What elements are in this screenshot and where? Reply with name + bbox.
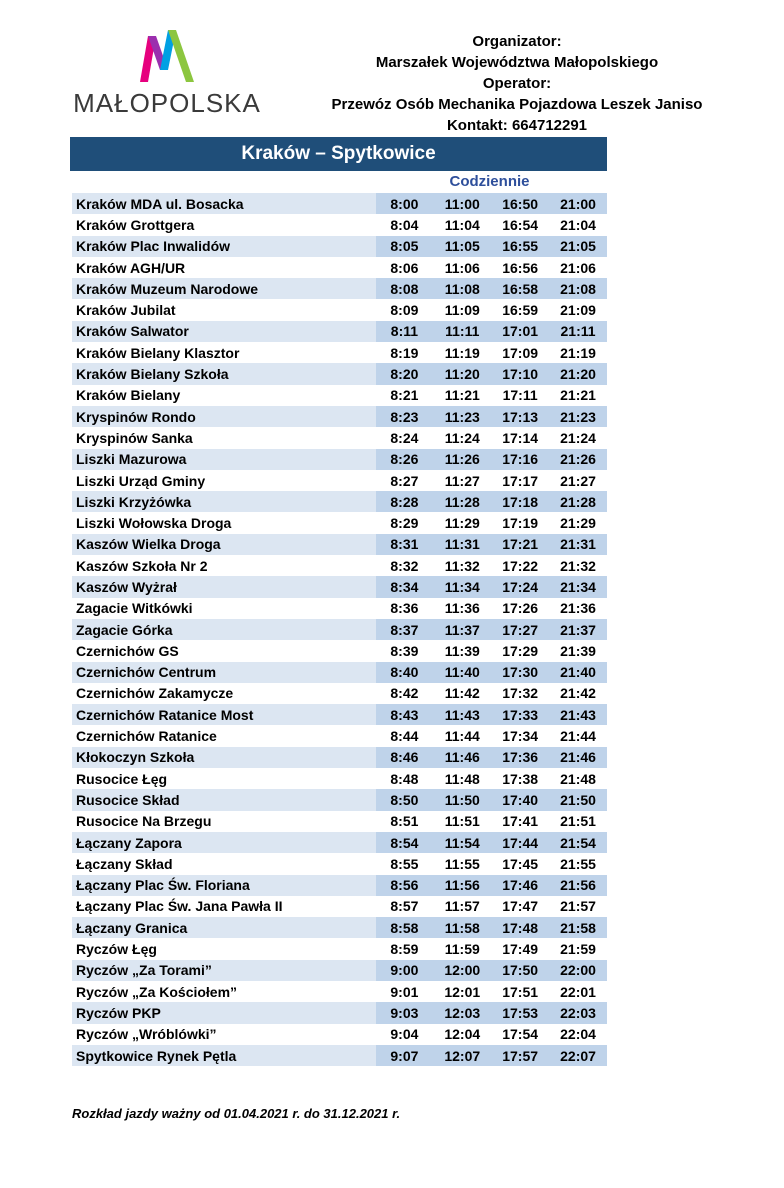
departure-time: 8:19 (390, 344, 419, 361)
departure-time: 17:24 (491, 576, 549, 597)
stop-name: Liszki Mazurowa (72, 449, 376, 470)
stop-name: Kraków Salwator (72, 321, 376, 342)
table-row (72, 321, 607, 342)
departure-time: 12:04 (444, 1026, 481, 1043)
table-row (72, 917, 607, 938)
stop-name: Kraków MDA ul. Bosacka (72, 193, 376, 214)
table-row (72, 449, 607, 470)
table-row (72, 1002, 607, 1023)
departure-time: 11:00 (433, 193, 491, 214)
departure-time: 8:27 (390, 472, 419, 489)
departure-time: 21:54 (549, 832, 607, 853)
stop-name: Kaszów Wielka Droga (72, 534, 376, 555)
departure-time: 8:08 (376, 278, 434, 299)
malopolska-logo (72, 26, 262, 122)
departure-time: 11:34 (433, 576, 491, 597)
schedule-label: Codziennie (449, 173, 530, 190)
departure-time: 11:59 (444, 941, 480, 958)
table-row (72, 832, 607, 853)
route-title: Kraków – Spytkowice (70, 137, 607, 171)
departure-time: 11:55 (444, 855, 480, 872)
table-row (72, 619, 607, 640)
stop-name: Kraków Grottgera (76, 216, 195, 233)
stop-name: Ryczów „Za Kościołem” (76, 983, 238, 1000)
departure-time: 21:50 (549, 789, 607, 810)
stop-name: Kryspinów Rondo (72, 406, 376, 427)
stop-name: Liszki Urząd Gminy (76, 472, 206, 489)
stop-name: Spytkowice Rynek Pętla (72, 1045, 376, 1066)
departure-time: 11:39 (444, 642, 480, 659)
departure-time: 8:29 (390, 515, 419, 532)
departure-time: 17:46 (491, 875, 549, 896)
table-row (72, 491, 607, 512)
departure-time: 21:58 (549, 917, 607, 938)
stop-name: Czernichów Ratanice Most (72, 704, 376, 725)
stop-name: Ryczów Łęg (76, 941, 157, 958)
departure-time: 11:31 (433, 534, 491, 555)
departure-time: 8:04 (390, 216, 419, 233)
departure-time: 22:00 (549, 960, 607, 981)
departure-time: 21:34 (549, 576, 607, 597)
departure-time: 17:18 (491, 491, 549, 512)
departure-time: 8:37 (376, 619, 434, 640)
stop-name: Kraków Plac Inwalidów (72, 236, 376, 257)
table-row (72, 853, 607, 874)
departure-time: 12:00 (433, 960, 491, 981)
departure-time: 8:59 (390, 941, 419, 958)
stop-name: Liszki Wołowska Droga (76, 515, 232, 532)
departure-time: 8:34 (376, 576, 434, 597)
table-row (72, 257, 607, 278)
timetable (72, 193, 607, 1066)
departure-time: 8:00 (376, 193, 434, 214)
table-row (72, 363, 607, 384)
departure-time: 8:26 (376, 449, 434, 470)
departure-time: 8:20 (376, 363, 434, 384)
operator-name: Przewóz Osób Mechanika Pojazdowa Leszek Janiso (331, 96, 703, 113)
departure-time: 16:55 (491, 236, 549, 257)
departure-time: 11:05 (433, 236, 491, 257)
departure-time: 17:47 (502, 898, 539, 915)
stop-name: Czernichów Ratanice (76, 728, 217, 745)
departure-time: 8:46 (376, 747, 434, 768)
departure-time: 11:21 (444, 387, 480, 404)
departure-time: 17:10 (491, 363, 549, 384)
departure-time: 11:27 (444, 472, 480, 489)
table-row (72, 406, 607, 427)
departure-time: 21:32 (560, 557, 596, 574)
stop-name: Rusocice Łęg (76, 770, 168, 787)
departure-time: 8:24 (390, 429, 419, 446)
table-row (72, 278, 607, 299)
stop-name: Kraków Muzeum Narodowe (72, 278, 376, 299)
stop-name: Kłokoczyn Szkoła (72, 747, 376, 768)
departure-time: 21:09 (560, 302, 596, 319)
departure-time: 12:01 (444, 983, 481, 1000)
stop-name: Zagacie Górka (72, 619, 376, 640)
departure-time: 21:21 (560, 387, 596, 404)
departure-time: 8:39 (390, 642, 419, 659)
departure-time: 12:07 (433, 1045, 491, 1066)
departure-time: 8:36 (390, 600, 419, 617)
stop-name: Rusocice Na Brzegu (76, 813, 212, 830)
table-row (72, 193, 607, 214)
departure-time: 11:20 (433, 363, 491, 384)
departure-time: 11:24 (444, 429, 480, 446)
stop-name: Kryspinów Sanka (76, 429, 193, 446)
stop-name: Kraków Bielany Szkoła (72, 363, 376, 384)
table-row (72, 385, 607, 406)
departure-time: 17:22 (502, 557, 539, 574)
stop-name: Rusocice Skład (72, 789, 376, 810)
departure-time: 8:40 (376, 662, 434, 683)
departure-time: 9:04 (390, 1026, 419, 1043)
departure-time: 21:23 (549, 406, 607, 427)
departure-time: 17:54 (502, 1026, 539, 1043)
departure-time: 8:42 (390, 685, 419, 702)
departure-time: 21:29 (560, 515, 596, 532)
departure-time: 21:26 (549, 449, 607, 470)
departure-time: 16:58 (491, 278, 549, 299)
table-row (72, 342, 607, 363)
departure-time: 21:11 (549, 321, 607, 342)
departure-time: 17:32 (502, 685, 539, 702)
departure-time: 17:34 (502, 728, 539, 745)
departure-time: 11:42 (444, 685, 480, 702)
table-row (72, 299, 607, 320)
departure-time: 16:54 (502, 216, 539, 233)
table-row (72, 896, 607, 917)
stop-name: Czernichów Centrum (72, 662, 376, 683)
validity-note: Rozkład jazdy ważny od 01.04.2021 r. do 31.12.2021 r. (72, 1106, 401, 1121)
departure-time: 17:51 (502, 983, 539, 1000)
stop-name: Łączany Zapora (72, 832, 376, 853)
table-row (72, 512, 607, 533)
table-row (72, 576, 607, 597)
stop-name: Ryczów PKP (72, 1002, 376, 1023)
departure-time: 21:06 (560, 259, 596, 276)
organizer-name: Marszałek Województwa Małopolskiego (375, 54, 659, 71)
organizer-label: Organizator: (472, 33, 562, 50)
table-row (72, 555, 607, 576)
departure-time: 21:19 (560, 344, 596, 361)
departure-time: 17:11 (502, 387, 538, 404)
table-row (72, 960, 607, 981)
departure-time: 8:09 (390, 302, 419, 319)
table-row (72, 236, 607, 257)
departure-time: 16:59 (502, 302, 539, 319)
departure-time: 17:36 (491, 747, 549, 768)
departure-time: 17:21 (491, 534, 549, 555)
departure-time: 21:46 (549, 747, 607, 768)
departure-time: 8:56 (376, 875, 434, 896)
departure-time: 21:43 (549, 704, 607, 725)
stop-name: Czernichów GS (76, 642, 179, 659)
departure-time: 21:24 (560, 429, 596, 446)
departure-time: 22:04 (560, 1026, 596, 1043)
departure-time: 12:03 (433, 1002, 491, 1023)
table-row (72, 1045, 607, 1066)
logo-text: MAŁOPOLSKA (73, 88, 261, 118)
departure-time: 21:57 (560, 898, 596, 915)
departure-time: 21:04 (560, 216, 596, 233)
departure-time: 11:11 (433, 321, 491, 342)
departure-time: 11:37 (433, 619, 491, 640)
departure-time: 21:39 (560, 642, 596, 659)
departure-time: 9:01 (390, 983, 419, 1000)
departure-time: 21:31 (549, 534, 607, 555)
departure-time: 21:00 (549, 193, 607, 214)
stop-name: Kraków Jubilat (76, 302, 176, 319)
departure-time: 21:56 (549, 875, 607, 896)
stop-name: Zagacie Witkówki (76, 600, 193, 617)
stop-name: Liszki Krzyżówka (72, 491, 376, 512)
stop-name: Kraków AGH/UR (76, 259, 186, 276)
departure-time: 17:33 (491, 704, 549, 725)
stop-name: Kraków Bielany (76, 387, 181, 404)
departure-time: 17:30 (491, 662, 549, 683)
departure-time: 17:27 (491, 619, 549, 640)
contact-info: Kontakt: 664712291 (446, 117, 588, 134)
header-info (300, 31, 734, 136)
table-row (72, 214, 607, 235)
departure-time: 11:29 (444, 515, 480, 532)
departure-time: 17:38 (502, 770, 539, 787)
departure-time: 11:44 (444, 728, 480, 745)
departure-time: 11:48 (444, 770, 480, 787)
departure-time: 17:16 (491, 449, 549, 470)
departure-time: 11:40 (433, 662, 491, 683)
departure-time: 21:40 (549, 662, 607, 683)
departure-time: 8:31 (376, 534, 434, 555)
departure-time: 22:03 (549, 1002, 607, 1023)
table-row (72, 811, 607, 832)
departure-time: 17:45 (502, 855, 539, 872)
departure-time: 22:07 (549, 1045, 607, 1066)
operator-label: Operator: (482, 75, 552, 92)
departure-time: 8:06 (390, 259, 419, 276)
departure-time: 17:44 (491, 832, 549, 853)
departure-time: 11:51 (444, 813, 480, 830)
departure-time: 16:56 (502, 259, 539, 276)
departure-time: 21:55 (560, 855, 596, 872)
table-row (72, 427, 607, 448)
departure-time: 21:37 (549, 619, 607, 640)
departure-time: 8:57 (390, 898, 419, 915)
departure-time: 21:36 (560, 600, 596, 617)
departure-time: 11:04 (444, 216, 480, 233)
stop-name: Ryczów „Za Torami” (72, 960, 376, 981)
table-row (72, 981, 607, 1002)
stop-name: Kaszów Wyżrał (72, 576, 376, 597)
departure-time: 21:27 (560, 472, 596, 489)
departure-time: 11:43 (433, 704, 491, 725)
departure-time: 17:57 (491, 1045, 549, 1066)
departure-time: 17:01 (491, 321, 549, 342)
departure-time: 9:07 (376, 1045, 434, 1066)
table-row (72, 725, 607, 746)
departure-time: 17:14 (502, 429, 539, 446)
stop-name: Łączany Skład (76, 855, 173, 872)
table-row (72, 747, 607, 768)
departure-time: 8:48 (390, 770, 419, 787)
departure-time: 8:32 (390, 557, 419, 574)
departure-time: 17:50 (491, 960, 549, 981)
stop-name: Czernichów Zakamycze (76, 685, 234, 702)
stop-name: Łączany Plac Św. Floriana (72, 875, 376, 896)
departure-time: 11:56 (433, 875, 491, 896)
stop-name: Kraków Bielany Klasztor (76, 344, 240, 361)
departure-time: 8:05 (376, 236, 434, 257)
table-row (72, 662, 607, 683)
departure-time: 21:51 (560, 813, 596, 830)
table-row (72, 1024, 607, 1045)
departure-time: 22:01 (560, 983, 596, 1000)
departure-time: 17:09 (502, 344, 539, 361)
departure-time: 11:28 (433, 491, 491, 512)
departure-time: 11:08 (433, 278, 491, 299)
departure-time: 21:44 (560, 728, 596, 745)
departure-time: 11:09 (444, 302, 480, 319)
departure-time: 8:51 (390, 813, 419, 830)
departure-time: 11:50 (433, 789, 491, 810)
stop-name: Łączany Plac Św. Jana Pawła II (76, 898, 283, 915)
departure-time: 11:06 (444, 259, 480, 276)
table-row (72, 704, 607, 725)
departure-time: 17:53 (491, 1002, 549, 1023)
stop-name: Łączany Granica (72, 917, 376, 938)
departure-time: 21:08 (549, 278, 607, 299)
departure-time: 17:29 (502, 642, 539, 659)
departure-time: 11:23 (433, 406, 491, 427)
departure-time: 8:23 (376, 406, 434, 427)
departure-time: 8:50 (376, 789, 434, 810)
table-row (72, 683, 607, 704)
departure-time: 11:32 (444, 557, 480, 574)
departure-time: 8:58 (376, 917, 434, 938)
departure-time: 17:49 (502, 941, 539, 958)
stop-name: Kaszów Szkoła Nr 2 (76, 557, 208, 574)
departure-time: 21:05 (549, 236, 607, 257)
departure-time: 11:58 (433, 917, 491, 938)
table-row (72, 938, 607, 959)
departure-time: 8:28 (376, 491, 434, 512)
table-row (72, 875, 607, 896)
departure-time: 17:17 (502, 472, 539, 489)
departure-time: 21:28 (549, 491, 607, 512)
departure-time: 21:20 (549, 363, 607, 384)
table-row (72, 598, 607, 619)
departure-time: 21:42 (560, 685, 596, 702)
departure-time: 8:55 (390, 855, 419, 872)
departure-time: 17:19 (502, 515, 539, 532)
departure-time: 11:46 (433, 747, 491, 768)
departure-time: 11:57 (444, 898, 480, 915)
departure-time: 16:50 (491, 193, 549, 214)
departure-time: 11:26 (433, 449, 491, 470)
departure-time: 21:48 (560, 770, 596, 787)
departure-time: 17:26 (502, 600, 539, 617)
table-row (72, 470, 607, 491)
table-row (72, 534, 607, 555)
departure-time: 17:13 (491, 406, 549, 427)
departure-time: 8:43 (376, 704, 434, 725)
table-row (72, 768, 607, 789)
departure-time: 17:41 (502, 813, 539, 830)
departure-time: 11:19 (444, 344, 480, 361)
departure-time: 8:54 (376, 832, 434, 853)
departure-time: 8:11 (376, 321, 434, 342)
departure-time: 9:03 (376, 1002, 434, 1023)
table-row (72, 789, 607, 810)
departure-time: 17:40 (491, 789, 549, 810)
departure-time: 11:54 (433, 832, 491, 853)
departure-time: 11:36 (444, 600, 480, 617)
departure-time: 8:44 (390, 728, 419, 745)
departure-time: 9:00 (376, 960, 434, 981)
departure-time: 17:48 (491, 917, 549, 938)
table-row (72, 640, 607, 661)
departure-time: 8:21 (390, 387, 419, 404)
stop-name: Ryczów „Wróblówki” (76, 1026, 217, 1043)
departure-time: 21:59 (560, 941, 596, 958)
logo-mark-icon (138, 26, 196, 84)
